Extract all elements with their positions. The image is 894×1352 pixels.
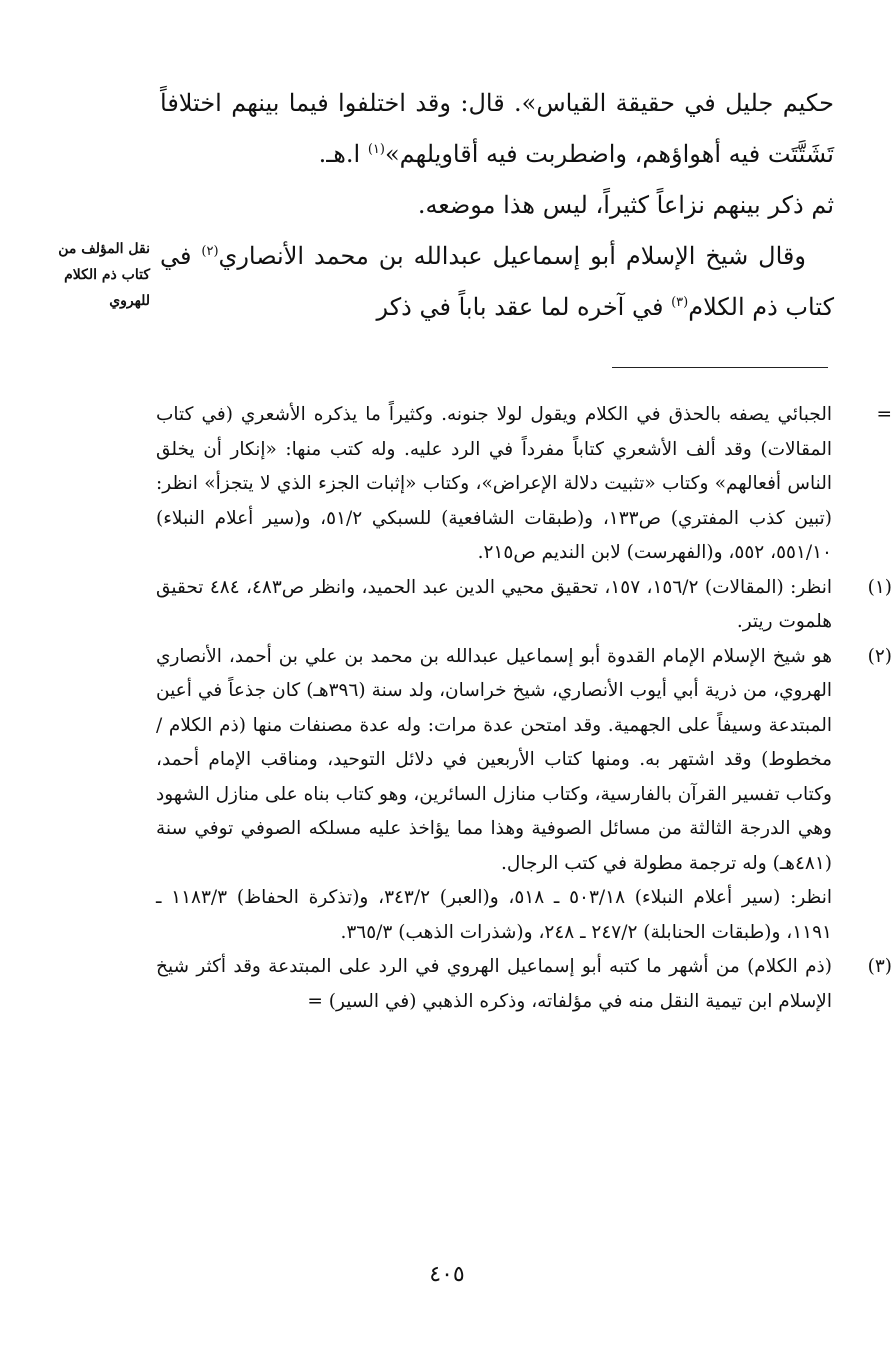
continuation-marker: = xyxy=(876,404,892,425)
footnote-continued xyxy=(156,398,892,571)
footnote-2 xyxy=(156,640,892,951)
footnote-continued-text: الجبائي يصفه بالحذق في الكلام ويقول لولا جنونه. وكثيراً ما يذكره الأشعري (في كتاب المقالات) وقد ألف الأشعري كتاباً مفرداً في الرد عليه. وله كتب منها: «إنكار أن يخلق الناس أفعالهم» وكتاب «تثبيت دلالة الإعراض»، وكتاب «إثبات الجزء الذي لا يتجزأ» انظر: (تبين كذب المفتري) ص١٣٣، و(طبقات الشافعية) للسبكي ٥١/٢، و(سير أعلام النبلاء) ٥٥١/١٠، ٥٥٢، و(الفهرست) لابن النديم ص٢١٥. xyxy=(156,404,833,563)
main-paragraph-3: وقال شيخ الإسلام أبو إسماعيل عبدالله بن محمد الأنصاري$^{(٢)}$ في كتاب ذم الكلام$^{(٣)}$ في آخره لما عقد باباً في ذكر xyxy=(160,242,834,321)
footnotes xyxy=(156,398,892,1019)
footnote-3 xyxy=(156,950,892,1019)
main-paragraph-1: حكيم جليل في حقيقة القياس». قال: وقد اختلفوا فيما بينهم اختلافاً تَشَتَّتَت فيه أهواؤهم، واضطربت فيه أقاويلهم»$^{(١)}$ ا.هـ. xyxy=(160,89,834,168)
footnote-1-number: (١) xyxy=(867,576,892,598)
margin-note: نقل المؤلف من كتاب ذم الكلام للهروي xyxy=(58,241,150,309)
footnote-2-references: انظر: (سير أعلام النبلاء) ٥٠٣/١٨ ـ ٥١٨، و(العبر) ٣٤٣/٢، و(تذكرة الحفاظ) ١١٨٣/٣ ـ ١١٩١، و(طبقات الحنابلة) ٢٤٧/٢ ـ ٢٤٨، و(شذرات الذهب) ٣٦٥/٣. xyxy=(156,887,832,943)
footnote-ref-3[interactable]: (٣) xyxy=(671,295,689,310)
footnote-1 xyxy=(156,571,892,640)
footnote-1-text: انظر: (المقالات) ١٥٦/٢، ١٥٧، تحقيق محيي الدين عبد الحميد، وانظر ص٤٨٣، ٤٨٤ تحقيق هلموت ريتر. xyxy=(156,576,832,632)
footnote-3-text: (ذم الكلام) من أشهر ما كتبه أبو إسماعيل الهروي في الرد على المبتدعة وقد أكثر شيخ الإسلام ابن تيمية النقل منه في مؤلفاته، وذكره الذهبي (في السير) = xyxy=(156,956,832,1012)
main-text xyxy=(160,78,834,333)
page-number: ٤٠٥ xyxy=(429,1262,465,1287)
footnote-ref-2[interactable]: (٢) xyxy=(201,244,219,259)
footnote-ref-1[interactable]: (١) xyxy=(367,142,385,157)
main-paragraph-2: ثم ذكر بينهم نزاعاً كثيراً، ليس هذا موضعه. xyxy=(417,191,834,219)
footnote-separator xyxy=(612,367,828,368)
footnote-3-number: (٣) xyxy=(867,956,892,977)
footnote-2-number: (٢) xyxy=(867,645,892,667)
footnote-2-text: هو شيخ الإسلام الإمام القدوة أبو إسماعيل عبدالله بن محمد بن علي بن أحمد، الأنصاري الهروي، من ذرية أبي أيوب الأنصاري، شيخ خراسان، ولد سنة (٣٩٦هـ) كان جذعاً في أعين المبتدعة وسيفاً على الجهمية. وقد امتحن عدة مرات: وله عدة مصنفات منها (ذم الكلام / مخطوط) وقد اشتهر به. ومنها كتاب الأربعين في دلائل التوحيد، ومناقب الإمام أحمد، وكتاب تفسير القرآن بالفارسية، وكتاب منازل السائرين، وهو كتاب بناه على منازل الشهود وهي الدرجة الثالثة من مسائل الصوفية وهذا مما يؤاخذ عليه مسلكه الصوفي توفي سنة (٤٨١هـ) وله ترجمة مطولة في كتب الرجال. xyxy=(156,645,832,874)
